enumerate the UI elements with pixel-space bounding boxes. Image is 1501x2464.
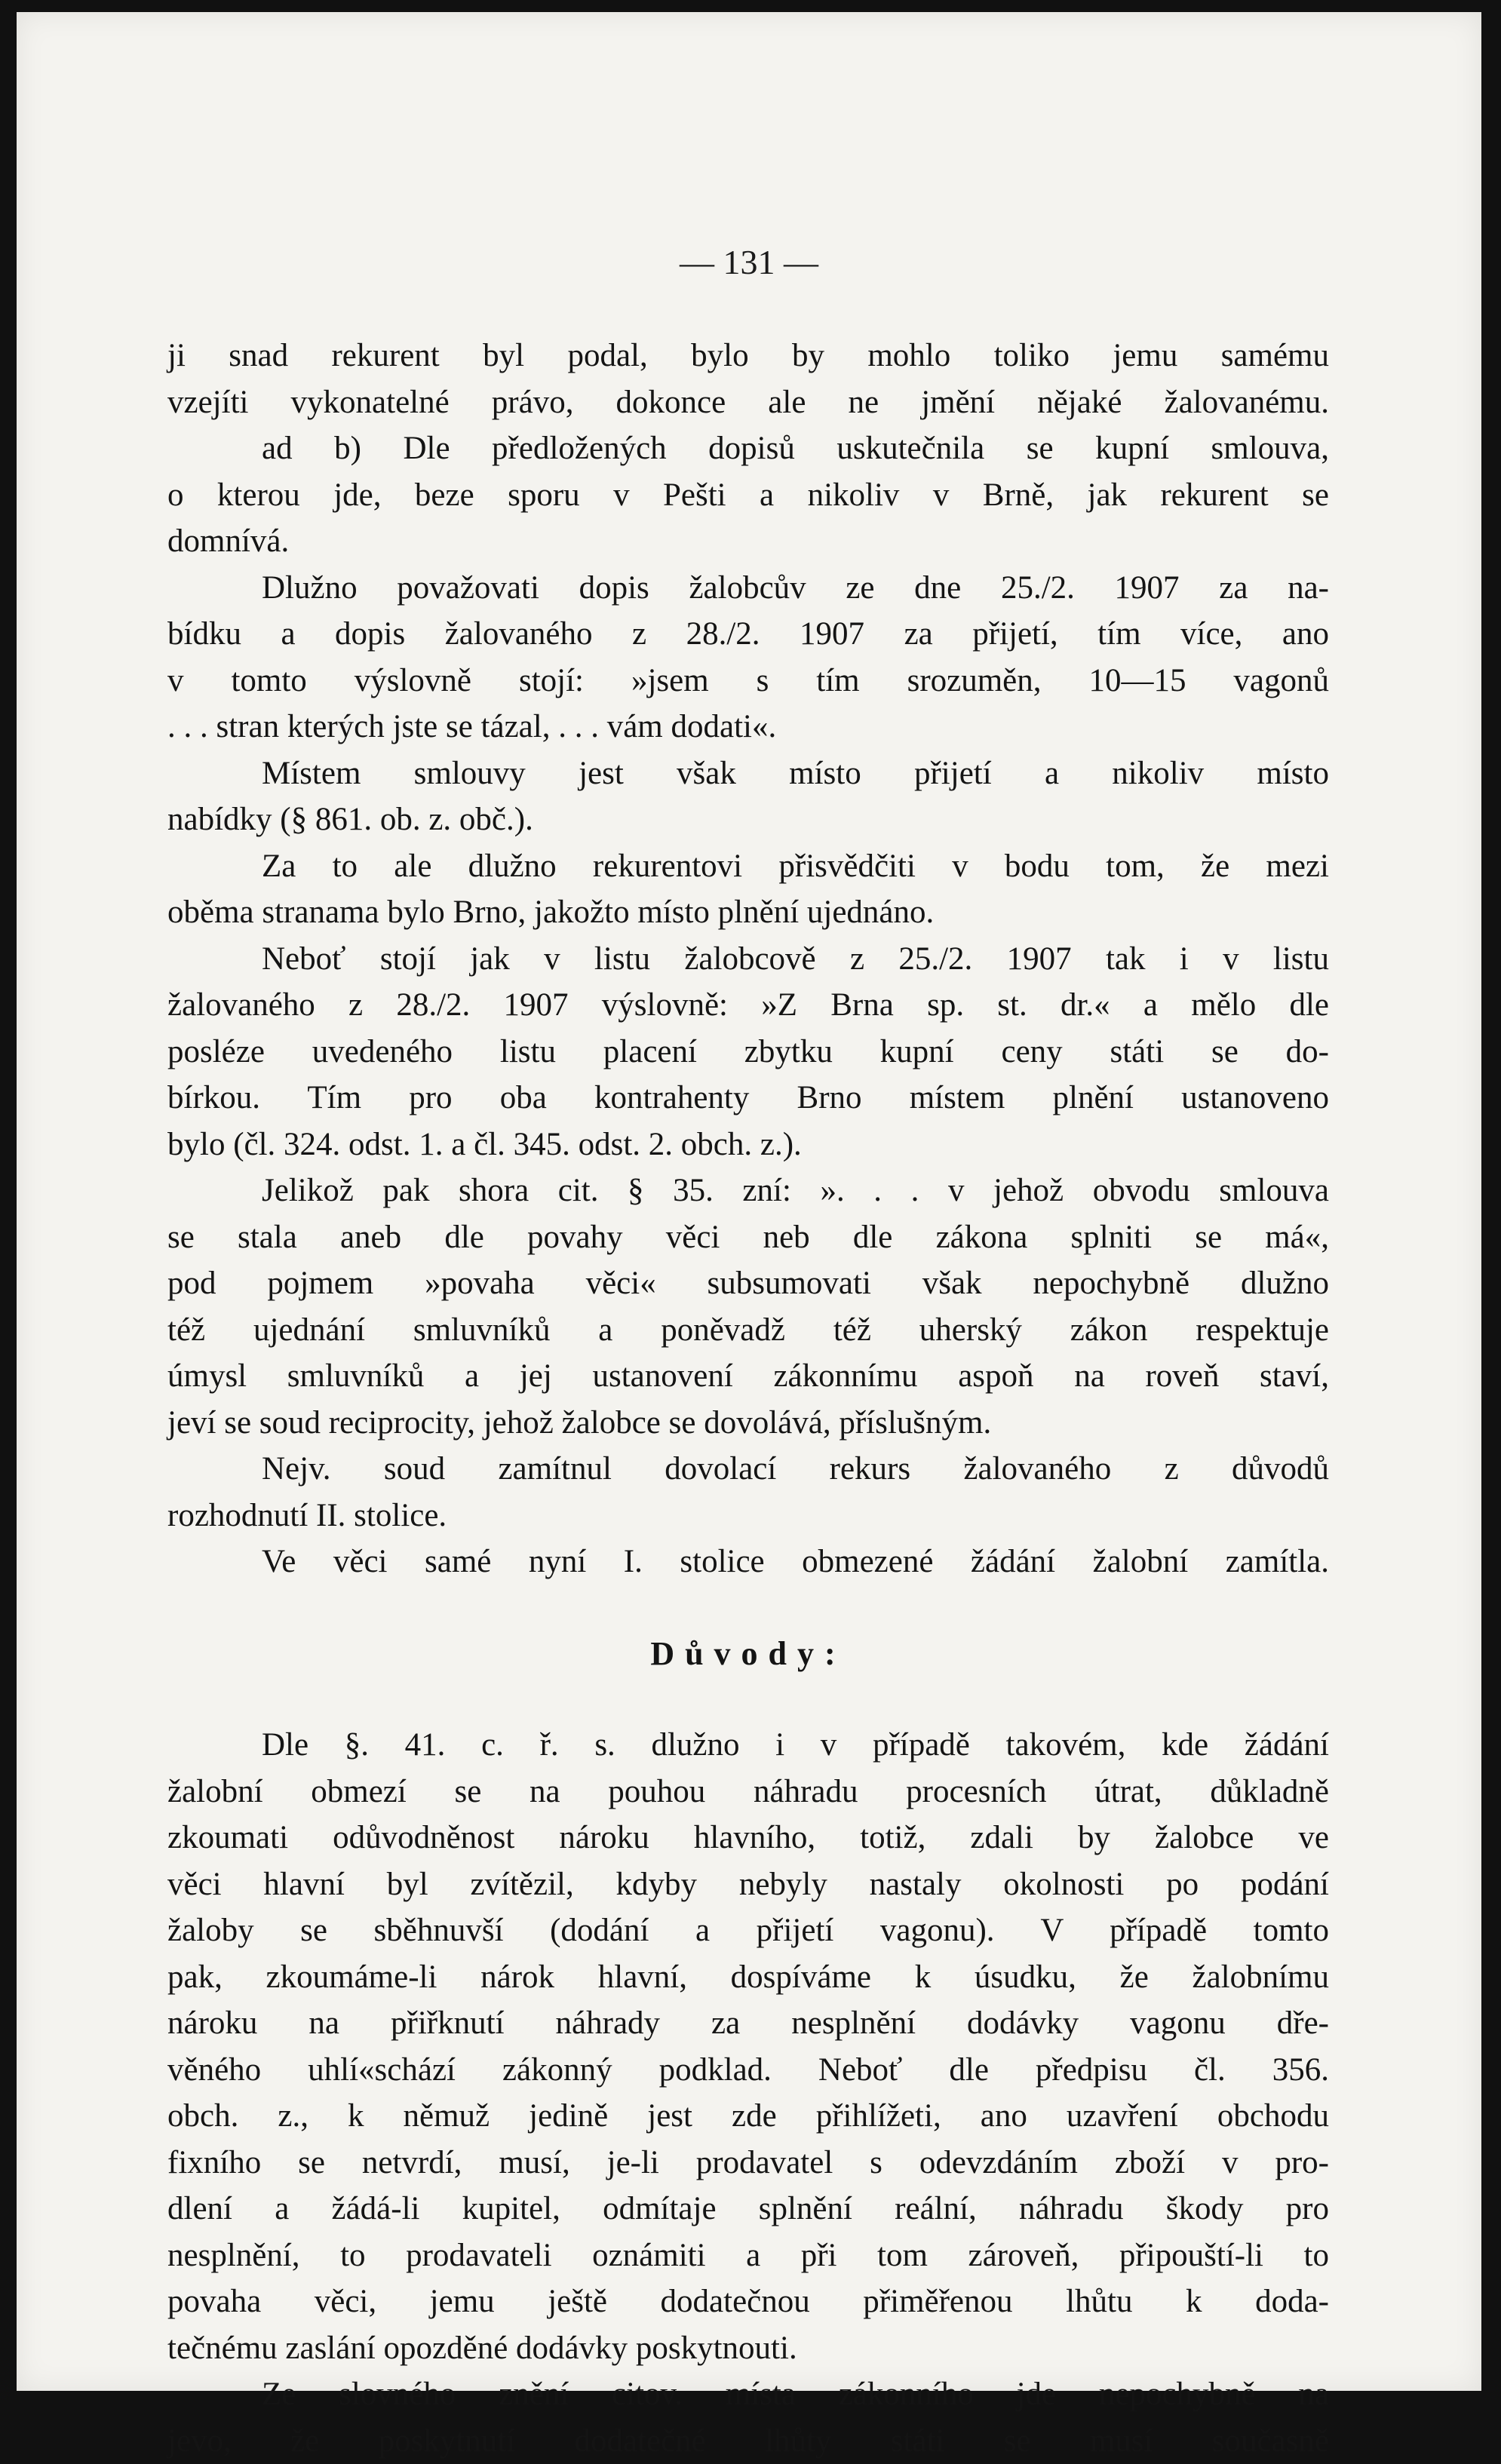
text-line: též ujednání smluvníků a poněvadž též uherský zákon respektuje: [167, 1307, 1329, 1354]
text-line: pak, zkoumáme-li nárok hlavní, dospíváme k úsudku, že žalobnímu: [167, 1954, 1329, 2001]
text-line: Dle §. 41. c. ř. s. dlužno i v případě takovém, kde žádání: [167, 1722, 1329, 1769]
text-line: Ze slovného znění citov. místa zákonního jde nepochybně na: [167, 2371, 1329, 2418]
text-line: žalobní obmezí se na pouhou náhradu procesních útrat, důkladně: [167, 1769, 1329, 1815]
text-line: vzejíti vykonatelné právo, dokonce ale ne jmění nějaké žalovanému.: [167, 379, 1329, 426]
body-text: [167, 333, 1329, 2464]
text-line: Jelikož pak shora cit. § 35. zní: ». . . v jehož obvodu smlouva: [167, 1168, 1329, 1214]
text-line: se stala aneb dle povahy věci neb dle zákona splniti se má«,: [167, 1214, 1329, 1261]
text-line: v tomto výslovně stojí: »jsem s tím srozuměn, 10—15 vagonů: [167, 658, 1329, 704]
text-line: Nejv. soud zamítnul dovolací rekurs žalovaného z důvodů: [167, 1446, 1329, 1493]
text-line: oběma stranama bylo Brno, jakožto místo plnění ujednáno.: [167, 889, 1329, 936]
text-line: domnívá.: [167, 518, 1329, 565]
text-line: žaloby se sběhnuvší (dodání a přijetí vagonu). V případě tomto: [167, 1907, 1329, 1954]
text-line: nabídky (§ 861. ob. z. obč.).: [167, 796, 1329, 843]
document-page: [17, 12, 1481, 2391]
text-line: žalovaného z 28./2. 1907 výslovně: »Z Brna sp. st. dr.« a mělo dle: [167, 982, 1329, 1029]
text-line: bylo (čl. 324. odst. 1. a čl. 345. odst. 2. obch. z.).: [167, 1122, 1329, 1168]
text-line: Ve věci samé nyní I. stolice obmezené žádání žalobní zamítla.: [167, 1539, 1329, 1585]
text-line: Za to ale dlužno rekurentovi přisvědčiti v bodu tom, že mezi: [167, 843, 1329, 890]
page-number: — 131 —: [17, 242, 1481, 282]
text-line: Místem smlouvy jest však místo přijetí a nikoliv místo: [167, 750, 1329, 797]
text-line: posléze uvedeného listu placení zbytku kupní ceny státi se do-: [167, 1029, 1329, 1076]
text-line: ji snad rekurent byl podal, bylo by mohlo toliko jemu samému: [167, 333, 1329, 379]
section-heading: Důvody:: [167, 1631, 1329, 1677]
text-line: . . . stran kterých jste se tázal, . . . vám dodati«.: [167, 704, 1329, 750]
text-line: úmysl smluvníků a jej ustanovení zákonnímu aspoň na roveň staví,: [167, 1353, 1329, 1400]
text-line: fixního se netvrdí, musí, je-li prodavatel s odevzdáním zboží v pro-: [167, 2140, 1329, 2186]
text-line: tečnému zaslání opozděné dodávky poskytnouti.: [167, 2325, 1329, 2372]
text-line: zkoumati odůvodněnost nároku hlavního, totiž, zdali by žalobce ve: [167, 1815, 1329, 1861]
text-line: Dlužno považovati dopis žalobcův ze dne 25./2. 1907 za na-: [167, 565, 1329, 612]
text-line: bírkou. Tím pro oba kontrahenty Brno místem plnění ustanoveno: [167, 1075, 1329, 1122]
text-line: bídku a dopis žalovaného z 28./2. 1907 za přijetí, tím více, ano: [167, 611, 1329, 658]
text-line: pod pojmem »povaha věci« subsumovati však nepochybně dlužno: [167, 1260, 1329, 1307]
text-line: rozhodnutí II. stolice.: [167, 1493, 1329, 1539]
text-line: povaha věci, jemu ještě dodatečnou přiměřenou lhůtu k doda-: [167, 2278, 1329, 2325]
text-line: Neboť stojí jak v listu žalobcově z 25./2. 1907 tak i v listu: [167, 936, 1329, 983]
text-line: jevo, že poskytnutí dodatečné lhůty státi se musí současně: [167, 2418, 1329, 2464]
text-line: nesplnění, to prodavateli oznámiti a při tom zároveň, připouští-li to: [167, 2232, 1329, 2279]
text-line: o kterou jde, beze sporu v Pešti a nikoliv v Brně, jak rekurent se: [167, 472, 1329, 519]
text-line: dlení a žádá-li kupitel, odmítaje splnění reální, náhradu škody pro: [167, 2186, 1329, 2232]
text-line: ad b) Dle předložených dopisů uskutečnila se kupní smlouva,: [167, 425, 1329, 472]
text-line: věci hlavní byl zvítězil, kdyby nebyly nastaly okolnosti po podání: [167, 1861, 1329, 1908]
text-line: věného uhlí«schází zákonný podklad. Neboť dle předpisu čl. 356.: [167, 2047, 1329, 2094]
text-line: nároku na přiřknutí náhrady za nesplnění dodávky vagonu dře-: [167, 2000, 1329, 2047]
text-line: obch. z., k němuž jedině jest zde přihlížeti, ano uzavření obchodu: [167, 2093, 1329, 2140]
text-line: jeví se soud reciprocity, jehož žalobce se dovolává, příslušným.: [167, 1400, 1329, 1447]
